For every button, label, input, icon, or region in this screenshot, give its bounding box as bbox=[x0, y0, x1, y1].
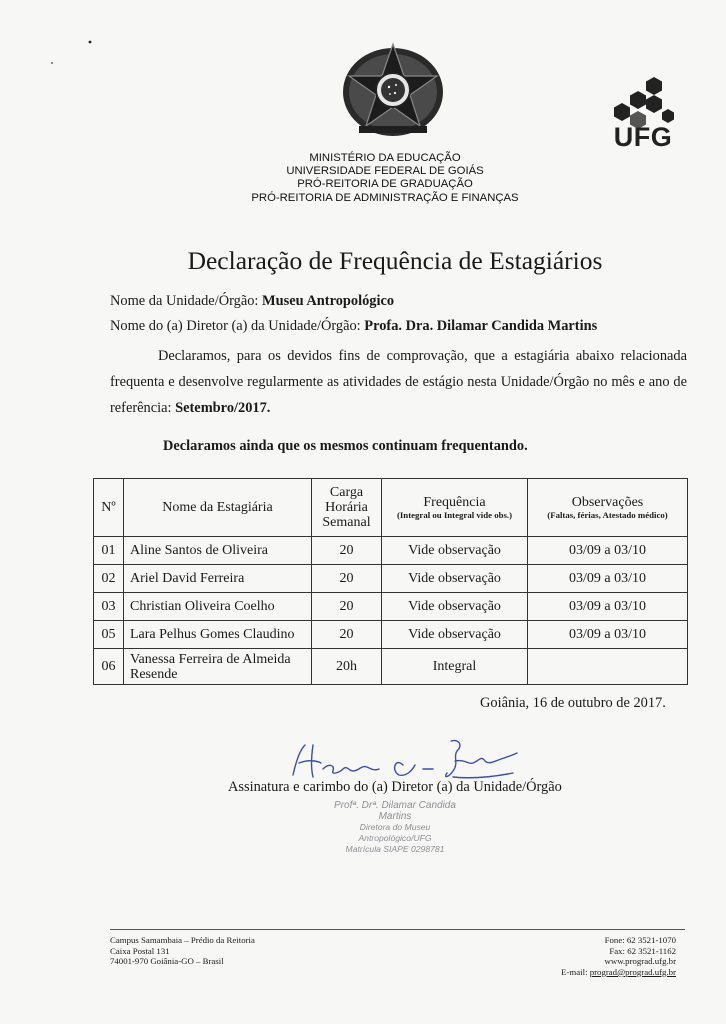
footer-email-label: E-mail: bbox=[561, 966, 588, 977]
director-signature bbox=[283, 735, 523, 785]
stamp-name: Profª. Drª. Dilamar Candida Martins bbox=[334, 800, 456, 822]
row-number: 01 bbox=[94, 537, 124, 565]
row-number: 05 bbox=[94, 621, 124, 649]
row-hours: 20 bbox=[312, 537, 382, 565]
ufg-wordmark: UFG bbox=[613, 122, 673, 152]
row-frequency: Integral bbox=[382, 649, 528, 685]
footer-address-line: Caixa Postal 131 bbox=[110, 945, 170, 956]
director-label: Nome do (a) Diretor (a) da Unidade/Órgão: bbox=[110, 318, 361, 334]
table-row bbox=[94, 565, 688, 593]
director-line bbox=[110, 318, 597, 335]
row-observation bbox=[528, 649, 688, 685]
interns-table bbox=[93, 478, 688, 685]
row-frequency: Vide observação bbox=[382, 565, 528, 593]
table-row bbox=[94, 537, 688, 565]
row-observation: 03/09 a 03/10 bbox=[528, 537, 688, 565]
row-hours: 20 bbox=[312, 565, 382, 593]
director-value: Profa. Dra. Dilamar Candida Martins bbox=[364, 318, 598, 334]
frequency-header-label: Frequência bbox=[423, 494, 486, 510]
document-title: Declaração de Frequência de Estagiários bbox=[187, 246, 603, 275]
row-frequency: Vide observação bbox=[382, 621, 528, 649]
unit-value: Museu Antropológico bbox=[262, 293, 395, 309]
row-number: 06 bbox=[94, 649, 124, 685]
col-name-header: Nome da Estagiária bbox=[124, 479, 312, 537]
row-hours: 20h bbox=[312, 649, 382, 685]
header-line-prograd: PRÓ-REITORIA DE GRADUAÇÃO bbox=[297, 178, 473, 191]
place-and-date: Goiânia, 16 de outubro de 2017. bbox=[480, 695, 666, 711]
col-frequency-header bbox=[382, 479, 528, 537]
declaration-paragraph bbox=[110, 343, 687, 421]
footer-email-line bbox=[561, 967, 676, 978]
col-observations-header bbox=[528, 479, 688, 537]
signature-caption: Assinatura e carimbo do (a) Diretor (a) da Unidade/Órgão bbox=[228, 779, 562, 795]
row-frequency: Vide observação bbox=[382, 537, 528, 565]
footer-email-link[interactable]: prograd@prograd.ufg.br bbox=[589, 966, 676, 977]
frequency-header-sub: (Integral ou Integral vide obs.) bbox=[396, 509, 513, 520]
row-name: Aline Santos de Oliveira bbox=[124, 537, 312, 565]
director-stamp bbox=[330, 800, 460, 855]
institution-header bbox=[200, 152, 570, 205]
stamp-registration: Matrícula SIAPE 0298781 bbox=[345, 844, 445, 854]
unit-label: Nome da Unidade/Órgão: bbox=[110, 293, 259, 309]
row-name: Christian Oliveira Coelho bbox=[124, 593, 312, 621]
brazil-coat-of-arms-icon bbox=[335, 38, 451, 140]
header-line-university: UNIVERSIDADE FEDERAL DE GOIÁS bbox=[286, 165, 484, 178]
row-observation: 03/09 a 03/10 bbox=[528, 621, 688, 649]
footer-fax: Fax: 62 3521-1162 bbox=[609, 945, 676, 956]
footer-address-line: 74001-970 Goiânia-GO – Brasil bbox=[110, 956, 224, 967]
row-frequency: Vide observação bbox=[382, 593, 528, 621]
table-row bbox=[94, 621, 688, 649]
row-number: 03 bbox=[94, 593, 124, 621]
footer-address-line: Campus Samambaia – Prédio da Reitoria bbox=[110, 935, 255, 945]
col-hours-header: Carga Horária Semanal bbox=[312, 479, 382, 537]
row-hours: 20 bbox=[312, 621, 382, 649]
col-number-header: Nº bbox=[94, 479, 124, 537]
row-hours: 20 bbox=[312, 593, 382, 621]
footer-divider bbox=[110, 929, 685, 930]
row-number: 02 bbox=[94, 565, 124, 593]
footer-website[interactable]: www.prograd.ufg.br bbox=[604, 956, 676, 967]
reference-month: Setembro/2017. bbox=[175, 400, 271, 416]
footer-phone: Fone: 62 3521-1070 bbox=[604, 935, 676, 945]
footer-contacts bbox=[561, 935, 676, 977]
row-name: Lara Pelhus Gomes Claudino bbox=[124, 621, 312, 649]
table-row bbox=[94, 593, 688, 621]
row-observation: 03/09 a 03/10 bbox=[528, 565, 688, 593]
observations-header-label: Observações bbox=[571, 494, 644, 510]
table-row bbox=[94, 649, 688, 685]
stamp-role: Diretora do Museu Antropológico/UFG bbox=[358, 822, 432, 843]
table-header-row bbox=[94, 479, 688, 537]
footer-address bbox=[110, 935, 255, 967]
row-name: Ariel David Ferreira bbox=[124, 565, 312, 593]
continuation-note: Declaramos ainda que os mesmos continuam frequentando. bbox=[163, 438, 528, 454]
unit-line bbox=[110, 293, 394, 310]
row-observation: 03/09 a 03/10 bbox=[528, 593, 688, 621]
header-line-ministry: MINISTÉRIO DA EDUCAÇÃO bbox=[309, 152, 461, 164]
observations-header-sub: (Faltas, férias, Atestado médico) bbox=[547, 509, 668, 520]
declaration-text: Declaramos, para os devidos fins de comprovação, que a estagiária abaixo relacionada frequenta e desenvolve regularmente as atividades de estágio nesta Unidade/Órgão no mês e ano de referência: bbox=[110, 348, 687, 416]
header-line-proad: PRÓ-REITORIA DE ADMINISTRAÇÃO E FINANÇAS bbox=[251, 191, 519, 204]
row-name: Vanessa Ferreira de Almeida Resende bbox=[124, 649, 312, 685]
